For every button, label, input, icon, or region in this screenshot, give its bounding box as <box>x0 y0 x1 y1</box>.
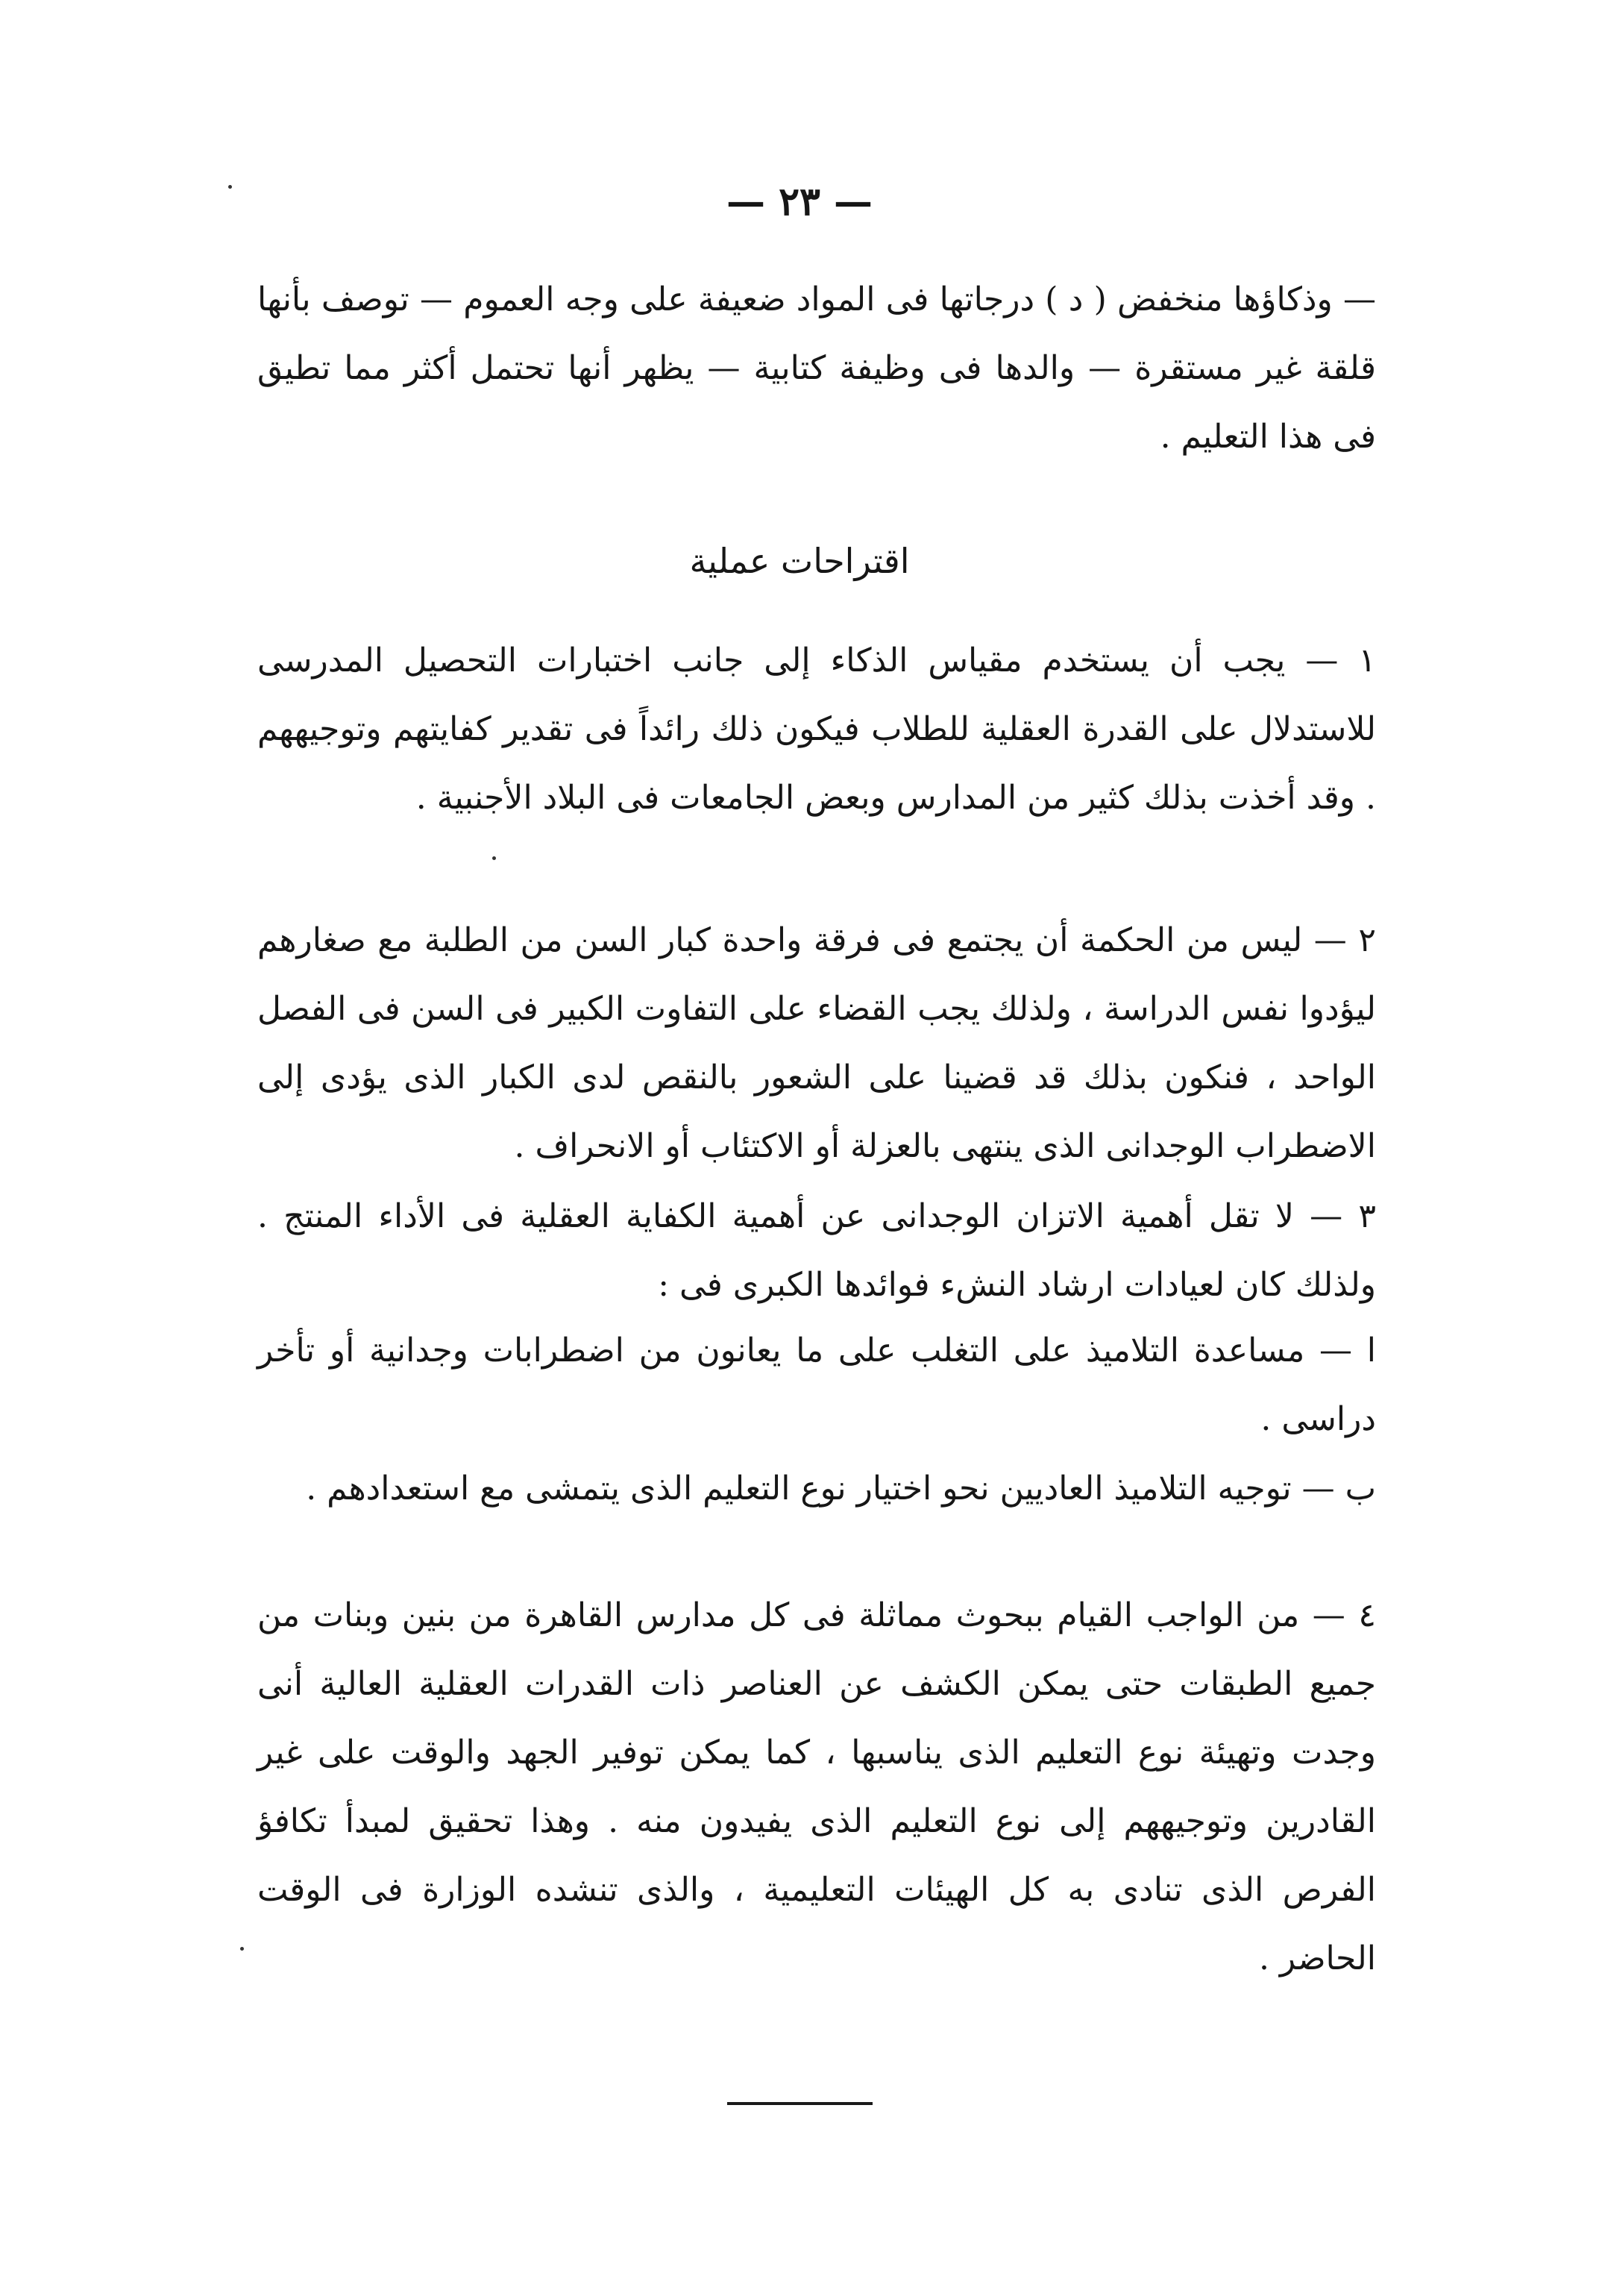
section-heading: اقتراحات عملية <box>689 541 910 581</box>
suggestion-2: ٢ — ليس من الحكمة أن يجتمع فى فرقة واحدة كبار السن من الطلبة مع صغارهم ليؤدوا نفس الدراسة ، ولذلك يجب القضاء على التفاوت الكبير فى السن فى الفصل الواحد ، فنكون بذلك قد قضينا على الشعور بالنقص لدى الكبار الذى يؤدى إلى الاضطراب الوجدانى الذى ينتهى بالعزلة أو الاكتئاب أو الانحراف . <box>257 921 1376 1165</box>
intro-paragraph: — وذكاؤها منخفض ( د ) درجاتها فى المواد ضعيفة على وجه العموم — توصف بأنها قلقة غير مستقرة — والدها فى وظيفة كتابية — يظهر أنها تحتمل أكثر مما تطيق فى هذا التعليم . <box>257 280 1376 456</box>
suggestion-1: ١ — يجب أن يستخدم مقياس الذكاء إلى جانب اختبارات التحصيل المدرسى للاستدلال على القدرة العقلية للطلاب فيكون ذلك رائداً فى تقدير كفايتهم وتوجيههم . وقد أخذت بذلك كثير من المدارس وبعض الجامعات فى البلاد الأجنبية . <box>257 642 1376 817</box>
scan-speck <box>228 185 232 189</box>
page-number: — ٢٣ — <box>726 179 873 225</box>
suggestion-3: ٣ — لا تقل أهمية الاتزان الوجدانى عن أهمية الكفاية العقلية فى الأداء المنتج . ولذلك كان لعيادات ارشاد النشء فوائدها الكبرى فى : <box>257 1197 1376 1304</box>
scan-speck <box>240 1947 244 1951</box>
suggestion-4: ٤ — من الواجب القيام ببحوث مماثلة فى كل مدارس القاهرة من بنين وبنات من جميع الطبقات حتى يمكن الكشف عن العناصر ذات القدرات العقلية العالية أنى وجدت وتهيئة نوع التعليم الذى يناسبها ، كما يمكن توفير الجهد والوقت على غير القادرين وتوجيههم إلى نوع التعليم الذى يفيدون منه . وهذا تحقيق لمبدأ تكافؤ الفرص الذى تنادى به كل الهيئات التعليمية ، والذى تنشده الوزارة فى الوقت الحاضر . <box>257 1596 1376 1977</box>
suggestion-3a: ا — مساعدة التلاميذ على التغلب على ما يعانون من اضطرابات وجدانية أو تأخر دراسى . <box>257 1332 1376 1438</box>
suggestion-3b: ب — توجيه التلاميذ العاديين نحو اختيار نوع التعليم الذى يتمشى مع استعدادهم . <box>306 1469 1376 1508</box>
end-divider <box>727 2102 873 2105</box>
scan-speck <box>492 856 496 860</box>
